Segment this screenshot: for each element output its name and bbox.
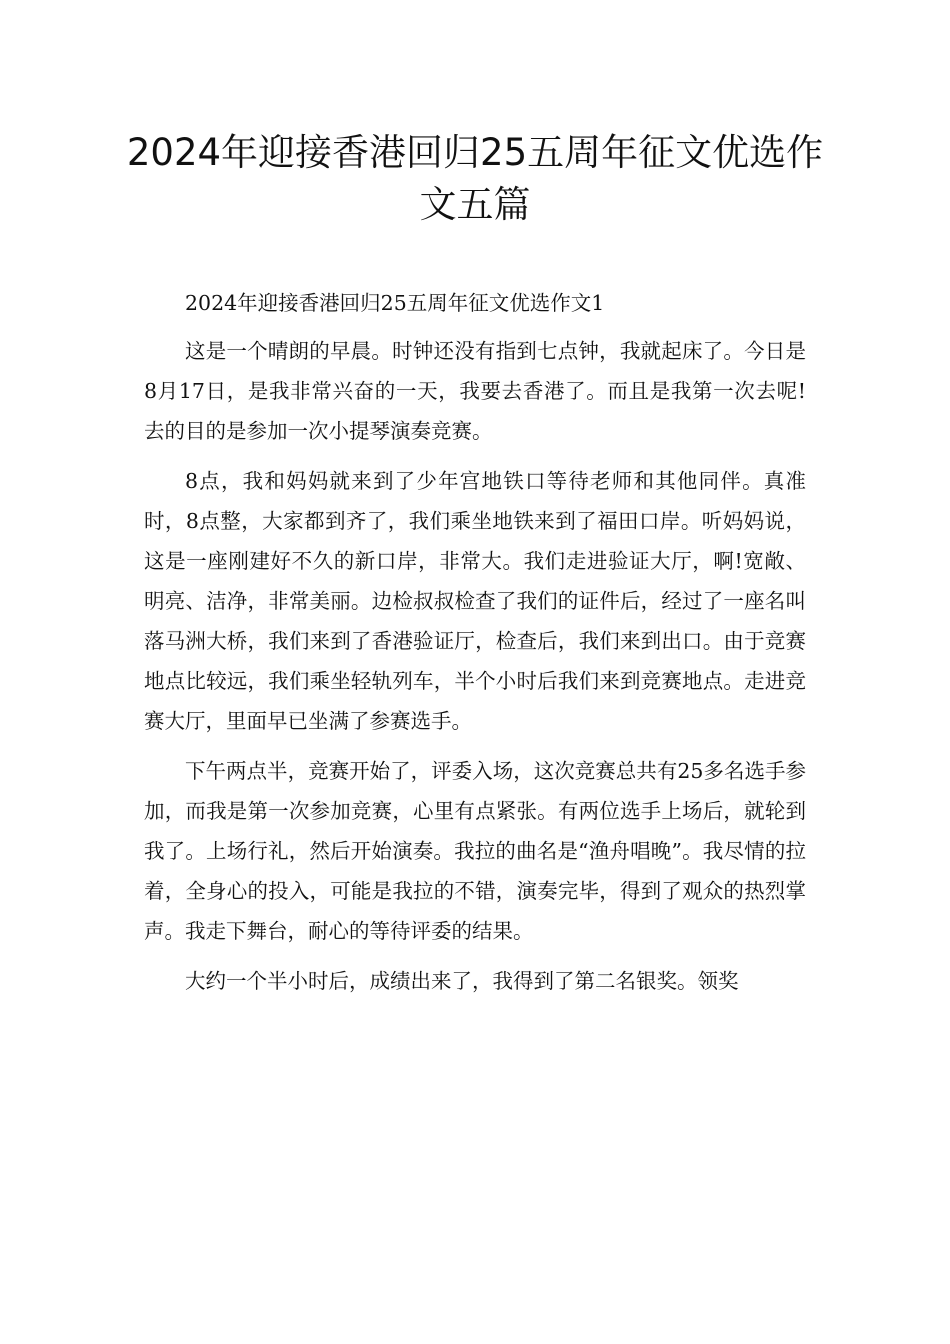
essay-heading: 2024年迎接香港回归25五周年征文优选作文1 bbox=[185, 291, 605, 315]
document-body bbox=[144, 283, 806, 1011]
body-paragraph: 8点，我和妈妈就来到了少年宫地铁口等待老师和其他同伴。真准时，8点整，大家都到齐了，我们乘坐地铁来到了福田口岸。听妈妈说，这是一座刚建好不久的新口岸，非常大。我们走进验证大厅，啊!宽敞、明亮、洁净，非常美丽。边检叔叔检查了我们的证件后，经过了一座名叫落马洲大桥，我们来到了香港验证厅，检查后，我们来到出口。由于竞赛地点比较远，我们乘坐轻轨列车，半个小时后我们来到竞赛地点。走进竞赛大厅，里面早已坐满了参赛选手。 bbox=[144, 469, 806, 733]
body-paragraph: 这是一个晴朗的早晨。时钟还没有指到七点钟，我就起床了。今日是8月17日，是我非常兴奋的一天，我要去香港了。而且是我第一次去呢!去的目的是参加一次小提琴演奏竞赛。 bbox=[144, 339, 806, 443]
body-paragraph: 大约一个半小时后，成绩出来了，我得到了第二名银奖。领奖 bbox=[185, 969, 739, 993]
document-title: 2024年迎接香港回归25五周年征文优选作文五篇 bbox=[126, 131, 824, 226]
body-paragraph: 下午两点半，竞赛开始了，评委入场，这次竞赛总共有25多名选手参加，而我是第一次参加竞赛，心里有点紧张。有两位选手上场后，就轮到我了。上场行礼，然后开始演奏。我拉的曲名是“渔舟唱晚”。我尽情的拉着，全身心的投入，可能是我拉的不错，演奏完毕，得到了观众的热烈掌声。我走下舞台，耐心的等待评委的结果。 bbox=[144, 759, 806, 943]
